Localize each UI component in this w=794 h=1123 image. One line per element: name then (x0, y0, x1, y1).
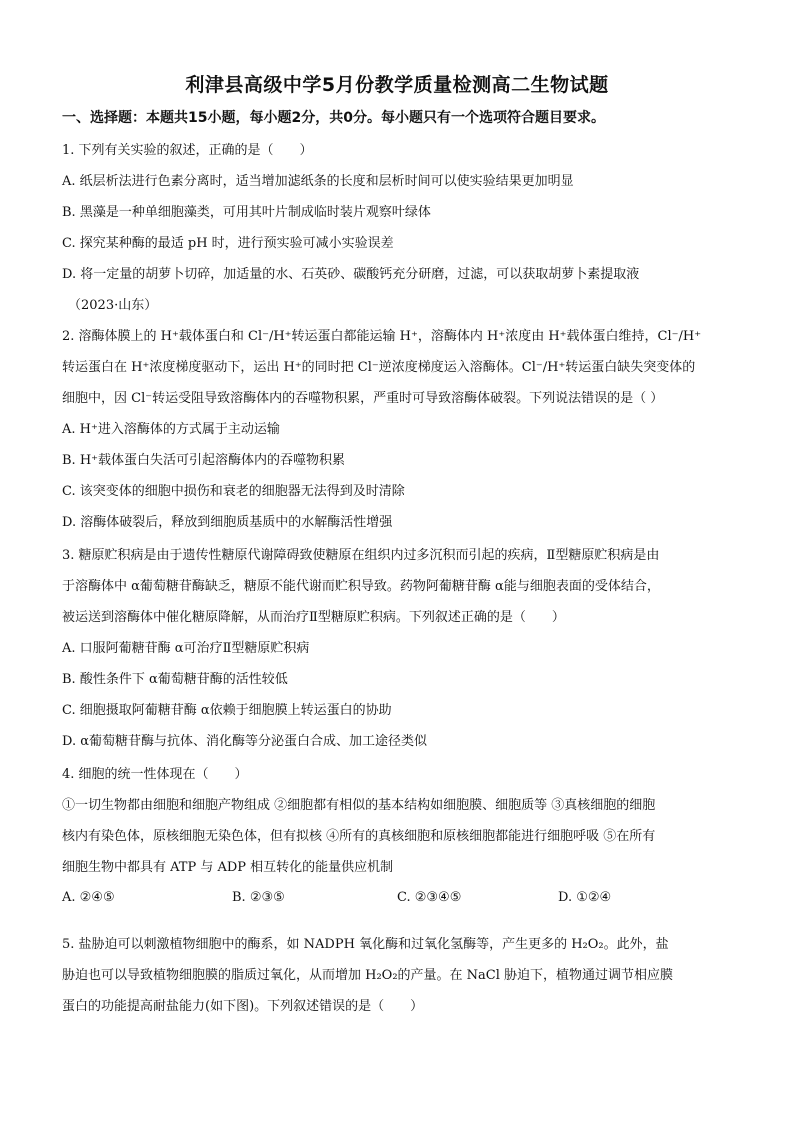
q5-stem-line-3: 蛋白的功能提高耐盐能力(如下图)。下列叙述错误的是（ ） (62, 999, 424, 1014)
q2-option-a: A. H⁺进入溶酶体的方式属于主动运输 (62, 422, 280, 437)
q3-option-c: C. 细胞摄取阿葡糖苷酶 α依赖于细胞膜上转运蛋白的协助 (62, 703, 392, 718)
q4-stem: 4. 细胞的统一性体现在（ ） (62, 767, 248, 782)
q4-statements-line-3: 细胞生物中都具有 ATP 与 ADP 相互转化的能量供应机制 (62, 860, 394, 875)
q4-statements-line-2: 核内有染色体，原核细胞无染色体，但有拟核 ④所有的真核细胞和原核细胞都能进行细胞呼吸 ⑤在所有 (62, 829, 656, 844)
q2-stem-line-2: 转运蛋白在 H⁺浓度梯度驱动下，运出 H⁺的同时把 Cl⁻逆浓度梯度运入溶酶体。Cl⁻/H⁺转运蛋白缺失突变体的 (62, 360, 696, 375)
q5-stem-line-2: 胁迫也可以导致植物细胞膜的脂质过氧化，从而增加 H₂O₂的产量。在 NaCl 胁迫下，植物通过调节相应膜 (62, 968, 674, 983)
section-heading: 一、选择题：本题共15小题，每小题2分，共0分。每小题只有一个选项符合题目要求。 (62, 110, 605, 126)
q4-option-a: A. ②④⑤ (62, 890, 115, 905)
q2-option-c: C. 该突变体的细胞中损伤和衰老的细胞器无法得到及时清除 (62, 484, 405, 499)
page-title: 利津县高级中学5月份教学质量检测高二生物试题 (185, 74, 609, 96)
q2-option-d: D. 溶酶体破裂后，释放到细胞质基质中的水解酶活性增强 (62, 515, 393, 530)
q1-option-c: C. 探究某种酶的最适 pH 时，进行预实验可减小实验误差 (62, 236, 394, 251)
q1-option-b: B. 黑藻是一种单细胞藻类，可用其叶片制成临时装片观察叶绿体 (62, 205, 431, 220)
q5-stem-line-1: 5. 盐胁迫可以刺激植物细胞中的酶系，如 NADPH 氧化酶和过氧化氢酶等，产生更多的 H₂O₂。此外，盐 (62, 937, 669, 952)
q3-stem-line-1: 3. 糖原贮积病是由于遗传性糖原代谢障碍致使糖原在组织内过多沉积而引起的疾病，Ⅱ型糖原贮积病是由 (62, 548, 660, 563)
source-tag: （2023·山东） (68, 298, 158, 313)
q4-option-b: B. ②③⑤ (232, 890, 285, 905)
q3-stem-line-3: 被运送到溶酶体中催化糖原降解，从而治疗Ⅱ型糖原贮积病。下列叙述正确的是（ ） (62, 610, 565, 625)
q2-option-b: B. H⁺载体蛋白失活可引起溶酶体内的吞噬物积累 (62, 453, 346, 468)
q1-option-a: A. 纸层析法进行色素分离时，适当增加滤纸条的长度和层析时间可以使实验结果更加明显 (62, 174, 574, 189)
q4-option-c: C. ②③④⑤ (397, 890, 462, 905)
q2-stem-line-1: 2. 溶酶体膜上的 H⁺载体蛋白和 Cl⁻/H⁺转运蛋白都能运输 H⁺，溶酶体内 H⁺浓度由 H⁺载体蛋白维持，Cl⁻/H⁺ (62, 329, 702, 344)
q1-option-d: D. 将一定量的胡萝卜切碎，加适量的水、石英砂、碳酸钙充分研磨，过滤，可以获取胡萝卜素提取液 (62, 267, 640, 282)
q1-stem: 1. 下列有关实验的叙述，正确的是（ ） (62, 143, 313, 158)
q4-option-d: D. ①②④ (558, 890, 612, 905)
q3-stem-line-2: 于溶酶体中 α葡萄糖苷酶缺乏，糖原不能代谢而贮积导致。药物阿葡糖苷酶 α能与细胞表面的受体结合， (62, 579, 660, 594)
q4-statements-line-1: ①一切生物都由细胞和细胞产物组成 ②细胞都有相似的基本结构如细胞膜、细胞质等 ③真核细胞的细胞 (62, 798, 656, 813)
q2-stem-line-3: 细胞中，因 Cl⁻转运受阻导致溶酶体内的吞噬物积累，严重时可导致溶酶体破裂。下列说法错误的是（ ） (62, 391, 664, 406)
q3-option-a: A. 口服阿葡糖苷酶 α可治疗Ⅱ型糖原贮积病 (62, 641, 310, 656)
q3-option-d: D. α葡萄糖苷酶与抗体、消化酶等分泌蛋白合成、加工途径类似 (62, 734, 428, 749)
q3-option-b: B. 酸性条件下 α葡萄糖苷酶的活性较低 (62, 672, 288, 687)
